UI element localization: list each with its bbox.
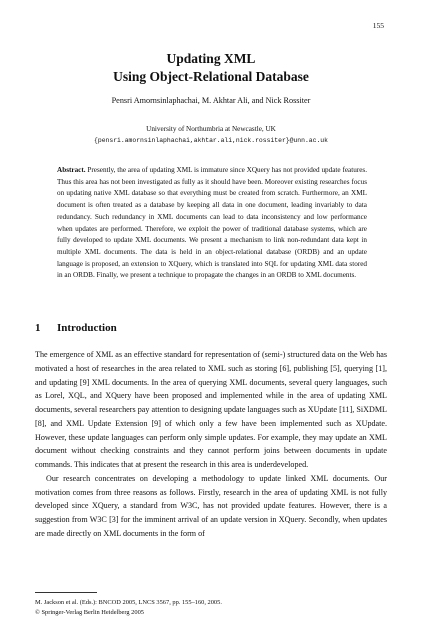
affiliation — [0, 124, 422, 146]
paragraph: Our research concentrates on developing a methodology to update linked XML documents. Our motivation comes from three reasons as follows. Firstly, research in the area of updating XML is not fully developed since XQuery, a standard from W3C, has not provided update features. However, there is a suggestion from W3C [3] for the imminent arrival of an update version in XQuery. Secondly, when updates are made directly on XML documents in the form of — [35, 473, 387, 538]
footnote-rule — [35, 592, 97, 593]
page-number: 155 — [372, 21, 384, 30]
paper-title — [0, 50, 422, 86]
footer-copyright: © Springer-Verlag Berlin Heidelberg 2005 — [35, 608, 144, 616]
affiliation-emails: {pensri.amornsinlaphachai,akhtar.ali,nick.rossiter}@unn.ac.uk — [94, 137, 328, 144]
title-line-1: Updating XML — [166, 51, 256, 66]
section-number: 1 — [35, 322, 41, 334]
abstract — [57, 165, 367, 282]
section-title: Introduction — [57, 322, 117, 334]
author-list: Pensri Amornsinlaphachai, M. Akhtar Ali, and Nick Rossiter — [111, 96, 311, 105]
abstract-label: Abstract. — [57, 166, 86, 174]
title-line-2: Using Object-Relational Database — [113, 69, 309, 84]
footer-citation: M. Jackson et al. (Eds.): BNCOD 2005, LNCS 3567, pp. 155–160, 2005. — [35, 599, 222, 606]
section-body — [35, 348, 387, 541]
affiliation-university: University of Northumbria at Newcastle, UK — [146, 125, 276, 133]
section-heading — [35, 322, 117, 334]
abstract-text: Presently, the area of updating XML is immature since XQuery has not provided update features. Thus this area has not been investigated as fully as it should have been. Moreover existing researches focus on updating native XML database so that everything must be created from scratch. Furthermore, an XML document is often treated as a database by keeping all data in one document, leading invariably to data redundancy. Such redundancy in XML documents can lead to data inconsistency and low performance when updates are performed. Therefore, we exploit the power of traditional database systems, which are fully developed to update XML documents. We present a mechanism to link non-redundant data kept in multiple XML documents. The data is held in an object-relational database (ORDB) and an update language is proposed, an extension to XQuery, which is translated into SQL for updating XML data stored in an ORDB. Finally, we present a technique to propagate the changes in an ORDB to XML documents. — [57, 166, 367, 280]
footer — [35, 598, 222, 617]
paragraph: The emergence of XML as an effective standard for representation of (semi-) structured data on the Web has motivated a host of researches in the area related to XML such as storing [6], publishing [5], querying [1], and updating [9] XML documents. In the area of querying XML documents, several query languages, such as Lorel, XQL, and XQuery have been proposed and implemented while in the area of updating XML documents, several researchers pay attention to designing update languages such as XUpdate [11], SiXDML [8], and XML Update Extension [9] of which only a few have been implemented such as XUpdate. However, these update languages can perform only simple updates. For example, they may update an XML document without checking constraints and they cannot perform joins between documents in update commands. This indicates that at present the research in this area is underdeveloped. — [35, 350, 387, 469]
